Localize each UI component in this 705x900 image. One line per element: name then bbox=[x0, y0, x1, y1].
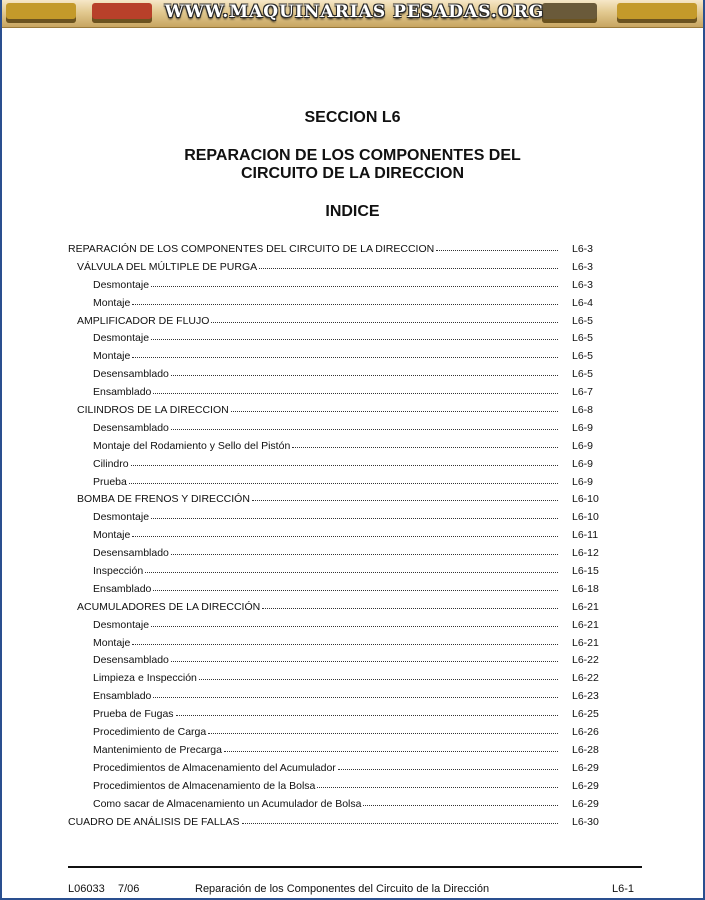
toc-entry[interactable] bbox=[68, 637, 608, 655]
toc-leader-dots bbox=[131, 457, 558, 466]
toc-entry-label: Montaje del Rodamiento y Sello del Pistón bbox=[93, 439, 291, 452]
toc-leader-dots bbox=[132, 296, 558, 305]
toc-entry[interactable] bbox=[68, 601, 608, 619]
toc-entry[interactable] bbox=[68, 780, 608, 798]
toc-leader-dots bbox=[242, 815, 558, 824]
toc-entry-page: L6-29 bbox=[572, 797, 599, 810]
toc-leader-dots bbox=[151, 278, 558, 287]
toc-entry-label: Desensamblado bbox=[93, 368, 169, 381]
toc-entry-page: L6-11 bbox=[572, 529, 599, 542]
toc-leader-dots bbox=[436, 242, 558, 251]
section-title: SECCION L6 bbox=[304, 109, 401, 126]
toc-leader-dots bbox=[317, 779, 558, 788]
toc-leader-dots bbox=[259, 260, 558, 269]
toc-entry-label: Desmontaje bbox=[93, 332, 150, 345]
toc-entry[interactable] bbox=[68, 619, 608, 637]
toc-entry-page: L6-3 bbox=[572, 243, 594, 255]
toc-entry-label: Desmontaje bbox=[93, 618, 150, 631]
toc-entry[interactable] bbox=[68, 654, 608, 672]
toc-entry-page: L6-5 bbox=[572, 368, 594, 381]
toc-leader-dots bbox=[132, 636, 558, 645]
toc-entry-page: L6-3 bbox=[572, 260, 594, 273]
toc-leader-dots bbox=[153, 385, 558, 394]
toc-leader-dots bbox=[252, 492, 558, 501]
toc-entry-label: REPARACIÓN DE LOS COMPONENTES DEL CIRCUITO DE LA DIRECCION bbox=[68, 243, 435, 255]
toc-entry-page: L6-28 bbox=[572, 743, 599, 756]
toc-leader-dots bbox=[211, 314, 558, 323]
toc-entry[interactable] bbox=[68, 529, 608, 547]
main-title bbox=[2, 147, 703, 183]
toc-entry[interactable] bbox=[68, 440, 608, 458]
toc-entry[interactable] bbox=[68, 798, 608, 816]
toc-leader-dots bbox=[171, 421, 558, 430]
toc-entry-page: L6-9 bbox=[572, 457, 594, 470]
banner-text: WWW.MAQUINARIAS PESADAS.ORG bbox=[164, 2, 545, 22]
footer-title: Reparación de los Componentes del Circuito de la Dirección bbox=[195, 883, 490, 895]
toc-entry[interactable] bbox=[68, 547, 608, 565]
toc-entry-page: L6-21 bbox=[572, 600, 599, 613]
toc-leader-dots bbox=[363, 797, 558, 806]
toc-entry[interactable] bbox=[68, 332, 608, 350]
toc-leader-dots bbox=[208, 725, 558, 734]
toc-entry-label: Montaje bbox=[93, 636, 131, 649]
toc-leader-dots bbox=[153, 689, 558, 698]
toc-entry[interactable] bbox=[68, 744, 608, 762]
toc-entry-label: Prueba bbox=[93, 475, 127, 488]
table-of-contents bbox=[68, 243, 608, 833]
toc-entry[interactable] bbox=[68, 726, 608, 744]
toc-entry-label: Inspección bbox=[93, 565, 144, 578]
toc-entry-page: L6-5 bbox=[572, 314, 594, 327]
toc-entry-label: Montaje bbox=[93, 296, 131, 309]
toc-entry[interactable] bbox=[68, 476, 608, 494]
toc-entry-page: L6-21 bbox=[572, 618, 599, 631]
toc-entry[interactable] bbox=[68, 816, 608, 834]
toc-entry-page: L6-9 bbox=[572, 475, 594, 488]
toc-leader-dots bbox=[292, 439, 558, 448]
toc-leader-dots bbox=[199, 671, 558, 680]
toc-leader-dots bbox=[151, 331, 558, 340]
main-title-line-2: CIRCUITO DE LA DIRECCION bbox=[240, 165, 465, 182]
footer-page-number: L6-1 bbox=[611, 883, 634, 895]
toc-entry-label: Desensamblado bbox=[93, 547, 169, 560]
toc-leader-dots bbox=[224, 743, 558, 752]
toc-entry-label: Prueba de Fugas bbox=[93, 708, 174, 721]
toc-entry[interactable] bbox=[68, 511, 608, 529]
toc-leader-dots bbox=[171, 653, 558, 662]
toc-leader-dots bbox=[176, 707, 558, 716]
toc-entry[interactable] bbox=[68, 583, 608, 601]
toc-entry-label: VÁLVULA DEL MÚLTIPLE DE PURGA bbox=[77, 260, 258, 273]
toc-entry[interactable] bbox=[68, 458, 608, 476]
toc-entry-page: L6-15 bbox=[572, 565, 599, 578]
toc-entry-page: L6-9 bbox=[572, 439, 594, 452]
toc-leader-dots bbox=[171, 367, 558, 376]
toc-entry-page: L6-18 bbox=[572, 582, 599, 595]
toc-leader-dots bbox=[151, 510, 558, 519]
toc-entry-label: Procedimiento de Carga bbox=[93, 726, 207, 739]
toc-leader-dots bbox=[171, 546, 558, 555]
toc-entry-page: L6-25 bbox=[572, 708, 599, 721]
toc-leader-dots bbox=[132, 528, 558, 537]
toc-entry-label: Procedimientos de Almacenamiento del Acumulador bbox=[93, 761, 336, 774]
toc-entry-page: L6-29 bbox=[572, 761, 599, 774]
toc-entry[interactable] bbox=[68, 297, 608, 315]
main-title-line-1: REPARACION DE LOS COMPONENTES DEL bbox=[184, 147, 521, 164]
toc-entry[interactable] bbox=[68, 708, 608, 726]
toc-entry[interactable] bbox=[68, 368, 608, 386]
toc-entry-page: L6-21 bbox=[572, 636, 599, 649]
toc-entry-page: L6-22 bbox=[572, 654, 599, 667]
toc-entry-label: AMPLIFICADOR DE FLUJO bbox=[77, 314, 210, 327]
toc-leader-dots bbox=[262, 600, 558, 609]
toc-entry[interactable] bbox=[68, 279, 608, 297]
toc-entry[interactable] bbox=[68, 565, 608, 583]
toc-entry-page: L6-8 bbox=[572, 404, 594, 417]
toc-entry-page: L6-12 bbox=[572, 547, 599, 560]
toc-entry[interactable] bbox=[68, 422, 608, 440]
toc-entry-page: L6-29 bbox=[572, 779, 599, 792]
toc-entry-label: ACUMULADORES DE LA DIRECCIÓN bbox=[77, 600, 261, 613]
toc-entry-label: BOMBA DE FRENOS Y DIRECCIÓN bbox=[77, 493, 250, 506]
toc-leader-dots bbox=[151, 618, 558, 627]
toc-entry[interactable] bbox=[68, 315, 608, 333]
toc-entry-label: CILINDROS DE LA DIRECCION bbox=[77, 404, 229, 417]
toc-entry[interactable] bbox=[68, 243, 608, 261]
toc-entry[interactable] bbox=[68, 672, 608, 690]
toc-entry-label: Desmontaje bbox=[93, 511, 150, 524]
toc-entry-page: L6-5 bbox=[572, 350, 594, 363]
toc-entry[interactable] bbox=[68, 690, 608, 708]
toc-entry-page: L6-5 bbox=[572, 332, 594, 345]
toc-entry-page: L6-26 bbox=[572, 726, 599, 739]
toc-entry[interactable] bbox=[68, 261, 608, 279]
footer-doc-code: L06033 bbox=[68, 883, 105, 895]
toc-entry-page: L6-4 bbox=[572, 296, 594, 309]
toc-entry-page: L6-7 bbox=[572, 386, 594, 399]
toc-entry-label: Ensamblado bbox=[93, 690, 152, 703]
toc-entry-label: Desensamblado bbox=[93, 421, 169, 434]
toc-entry-page: L6-30 bbox=[572, 815, 599, 828]
toc-entry-label: Montaje bbox=[93, 529, 131, 542]
footer-date: 7/06 bbox=[118, 883, 140, 895]
toc-entry-label: Procedimientos de Almacenamiento de la Bolsa bbox=[93, 779, 316, 792]
toc-leader-dots bbox=[145, 564, 558, 573]
toc-entry[interactable] bbox=[68, 386, 608, 404]
toc-entry-label: CUADRO DE ANÁLISIS DE FALLAS bbox=[68, 815, 240, 828]
toc-leader-dots bbox=[231, 403, 558, 412]
toc-entry-label: Desmontaje bbox=[93, 278, 150, 291]
toc-entry-page: L6-9 bbox=[572, 421, 594, 434]
toc-entry[interactable] bbox=[68, 493, 608, 511]
toc-leader-dots bbox=[129, 475, 558, 484]
toc-entry-label: Como sacar de Almacenamiento un Acumulador de Bolsa bbox=[93, 797, 362, 810]
toc-leader-dots bbox=[132, 349, 558, 358]
toc-leader-dots bbox=[153, 582, 558, 591]
toc-entry-page: L6-3 bbox=[572, 278, 594, 291]
toc-entry-label: Limpieza e Inspección bbox=[93, 672, 197, 685]
index-title: INDICE bbox=[325, 203, 380, 220]
footer-divider bbox=[68, 866, 642, 868]
toc-entry-label: Mantenimiento de Precarga bbox=[93, 743, 222, 756]
toc-entry-label: Ensamblado bbox=[93, 386, 152, 399]
toc-entry-page: L6-10 bbox=[572, 493, 599, 506]
toc-entry-page: L6-22 bbox=[572, 672, 599, 685]
site-banner bbox=[2, 0, 705, 28]
toc-entry-label: Desensamblado bbox=[93, 654, 169, 667]
toc-entry[interactable] bbox=[68, 404, 608, 422]
toc-entry-page: L6-10 bbox=[572, 511, 599, 524]
toc-entry[interactable] bbox=[68, 350, 608, 368]
toc-entry[interactable] bbox=[68, 762, 608, 780]
toc-entry-label: Cilindro bbox=[93, 457, 129, 470]
toc-entry-label: Montaje bbox=[93, 350, 131, 363]
toc-leader-dots bbox=[338, 761, 558, 770]
toc-entry-page: L6-23 bbox=[572, 690, 599, 703]
toc-entry-label: Ensamblado bbox=[93, 582, 152, 595]
